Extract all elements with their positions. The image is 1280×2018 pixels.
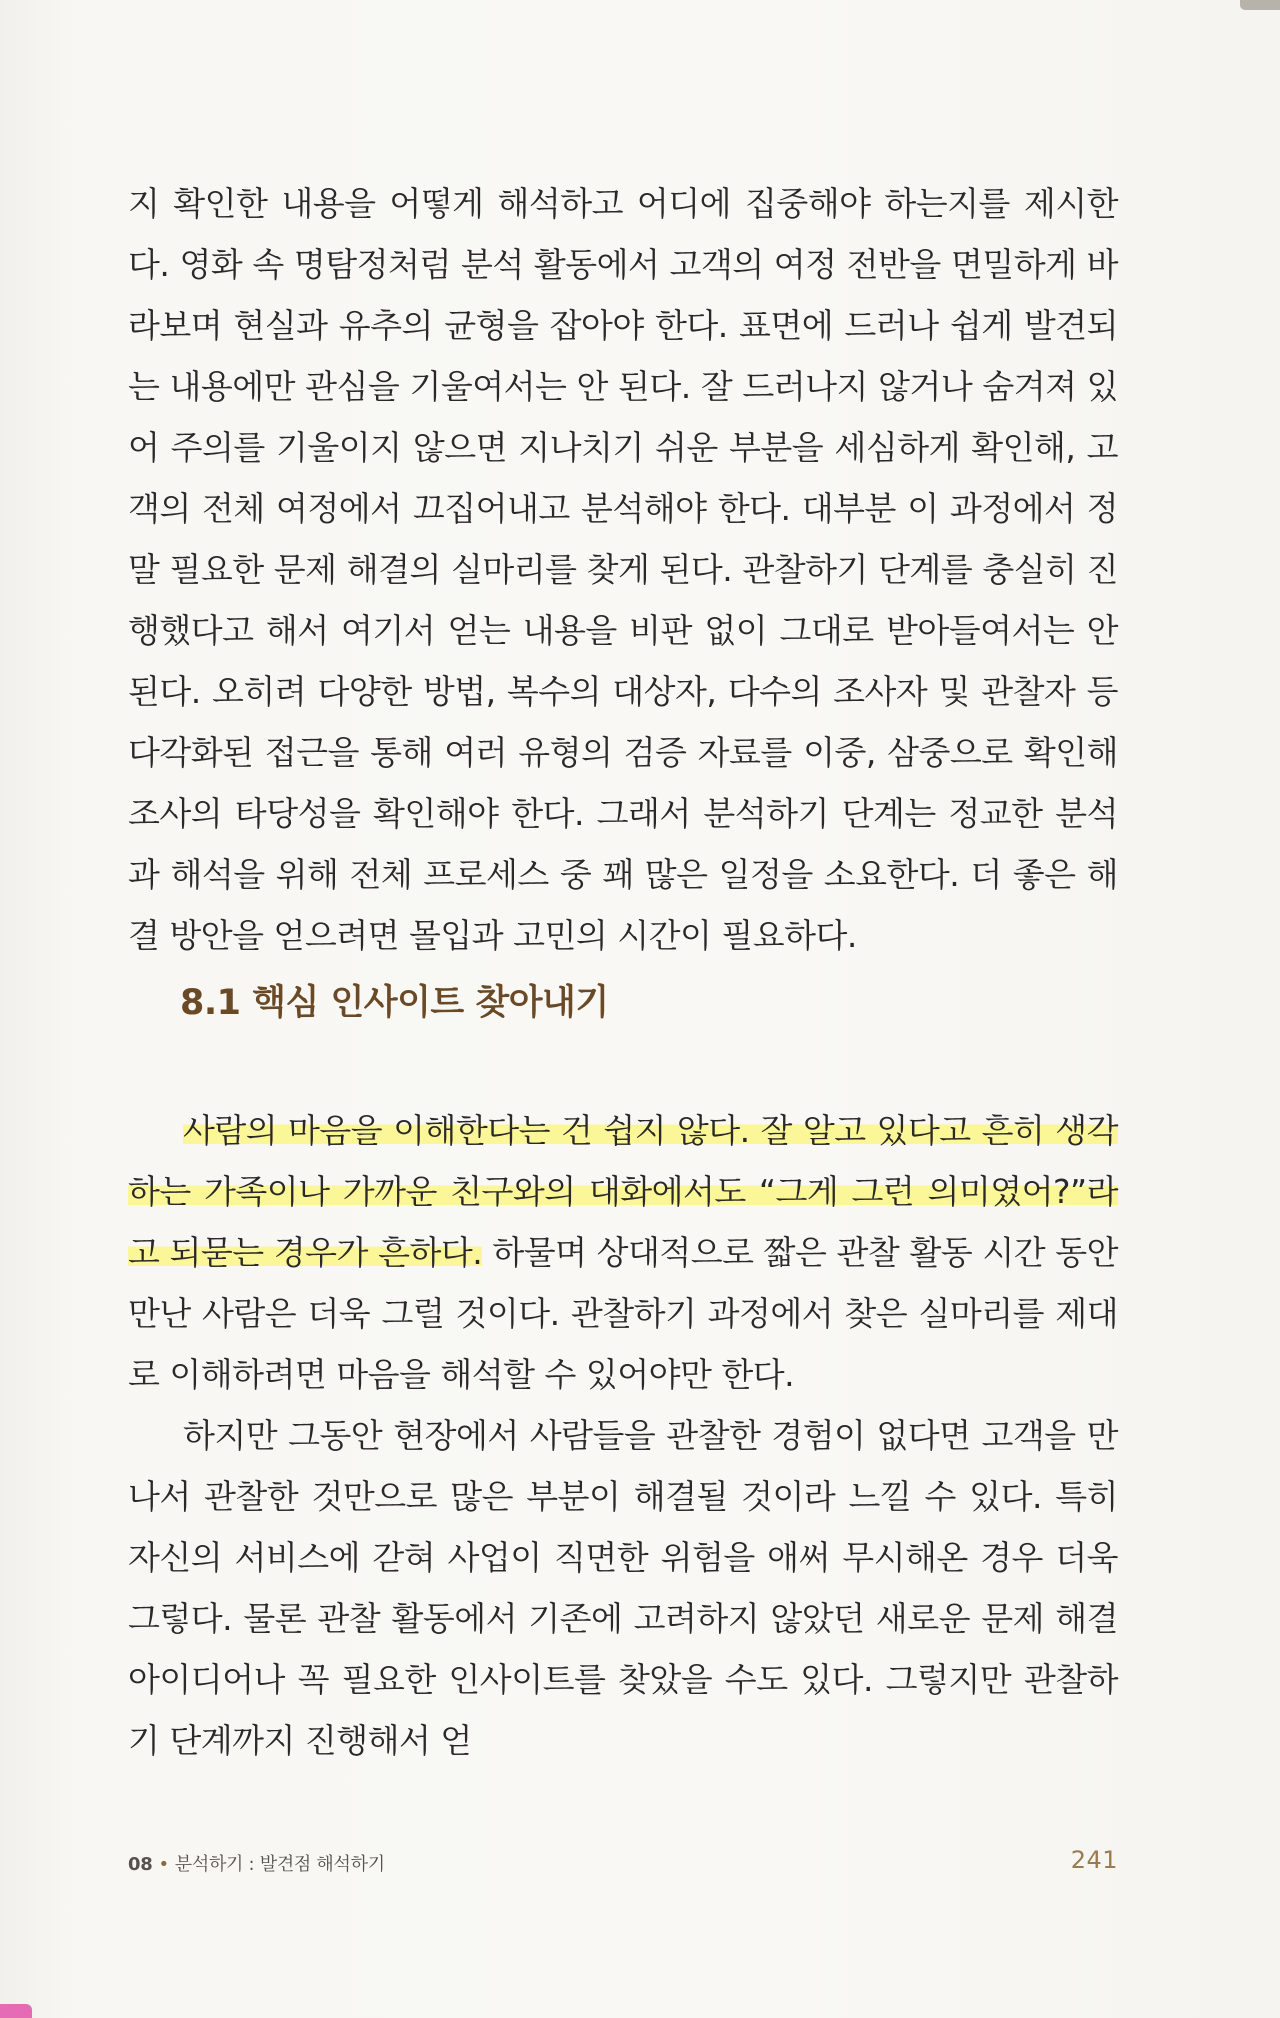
- section-paragraph-2: 하지만 그동안 현장에서 사람들을 관찰한 경험이 없다면 고객을 만나서 관찰한 것만으로 많은 부분이 해결될 것이라 느낄 수 있다. 특히 자신의 서비스에 갇혀 사업이 직면한 위험을 애써 무시해온 경우 더욱 그렇다. 물론 관찰 활동에서 기존에 고려하지 않았던 새로운 문제 해결 아이디어나 꼭 필요한 인사이트를 찾았을 수도 있다. 그렇지만 관찰하기 단계까지 진행해서 얻: [128, 1416, 1118, 1760]
- body-text-top: [128, 173, 1118, 966]
- page-number: 241: [1070, 1846, 1118, 1874]
- footer-separator: •: [158, 1854, 169, 1875]
- body-paragraph-continued: 지 확인한 내용을 어떻게 해석하고 어디에 집중해야 하는지를 제시한다. 영화 속 명탐정처럼 분석 활동에서 고객의 여정 전반을 면밀하게 바라보며 현실과 유추의 균형을 잡아야 한다. 표면에 드러나 쉽게 발견되는 내용에만 관심을 기울여서는 안 된다. 잘 드러나지 않거나 숨겨져 있어 주의를 기울이지 않으면 지나치기 쉬운 부분을 세심하게 확인해, 고객의 전체 여정에서 끄집어내고 분석해야 한다. 대부분 이 과정에서 정말 필요한 문제 해결의 실마리를 찾게 된다. 관찰하기 단계를 충실히 진행했다고 해서 여기서 얻는 내용을 비판 없이 그대로 받아들여서는 안 된다. 오히려 다양한 방법, 복수의 대상자, 다수의 조사자 및 관찰자 등 다각화된 접근을 통해 여러 유형의 검증 자료를 이중, 삼중으로 확인해 조사의 타당성을 확인해야 한다. 그래서 분석하기 단계는 정교한 분석과 해석을 위해 전체 프로세스 중 꽤 많은 일정을 소요한다. 더 좋은 해결 방안을 얻으려면 몰입과 고민의 시간이 필요하다.: [128, 184, 1118, 955]
- section-body: [128, 1100, 1118, 1771]
- highlighted-text: 사람의 마음을 이해한다는 건 쉽지 않다. 잘 알고 있다고 흔히 생각하는 가족이나 가까운 친구와의 대화에서도 “그게 그런 의미였어?”라고 되묻는 경우가 흔하다.: [128, 1111, 1118, 1272]
- footer-chapter-title: 분석하기 : 발견점 해석하기: [174, 1854, 385, 1875]
- section-paragraph-1: [128, 1100, 1118, 1405]
- page-corner-mark: [1240, 0, 1280, 10]
- section-heading: 8.1 핵심 인사이트 찾아내기: [180, 983, 609, 1023]
- paragraph-1-rest: 하물며 상대적으로 짧은 관찰 활동 시간 동안 만난 사람은 더욱 그럴 것이다. 관찰하기 과정에서 찾은 실마리를 제대로 이해하려면 마음을 해석할 수 있어야만 한다.: [128, 1233, 1118, 1394]
- pink-edge-mark: [0, 2004, 32, 2018]
- running-footer: [128, 1850, 385, 1876]
- footer-chapter-number: 08: [128, 1854, 153, 1875]
